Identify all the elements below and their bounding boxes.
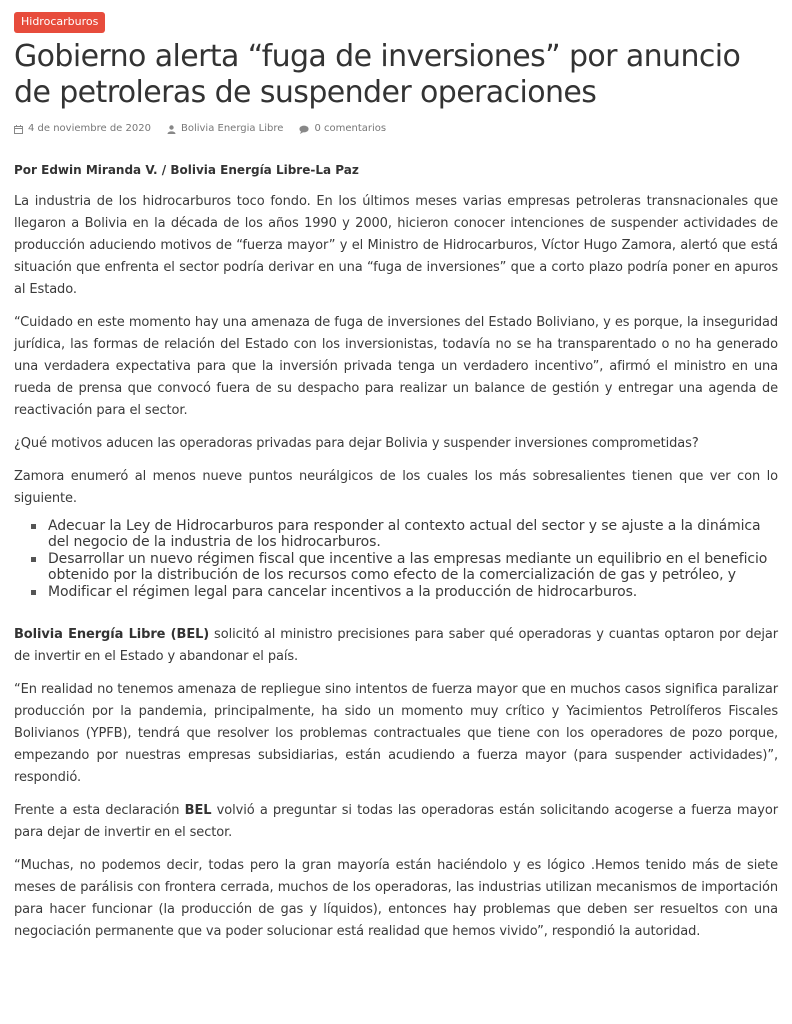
user-icon: [167, 125, 176, 134]
paragraph-7-text-b: volvió a preguntar si todas las operadoras están solicitando acogerse a fuerza mayor para dejar de invertir en el sector.: [14, 803, 778, 840]
paragraph-1: La industria de los hidrocarburos toco fondo. En los últimos meses varias empresas petroleras transnacionales que llegaron a Bolivia en la década de los años 1990 y 2000, hicieron conocer intenciones de suspender actividades de producción aduciendo motivos de “fuerza mayor” y el Ministro de Hidrocarburos, Víctor Hugo Zamora, alertó que está situación que enfrenta el sector podría derivar en una “fuga de inversiones” que a corto plazo podría poner en apuros al Estado.: [14, 194, 778, 297]
paragraph-2: “Cuidado en este momento hay una amenaza de fuga de inversiones del Estado Boliviano, y es porque, la inseguridad jurídica, las formas de relación del Estado con los inversionistas, todavía no se ha transparentado o no ha generado una verdadera expectativa para que la inversión privada tenga un verdadero incentivo”, afirmó el ministro en una rueda de prensa que convocó fuera de su despacho para realizar un balance de gestión y entregar una agenda de reactivación para el sector.: [14, 315, 778, 418]
points-list: [14, 518, 778, 600]
bel-bold-short: BEL: [184, 803, 212, 818]
list-item: Modificar el régimen legal para cancelar incentivos a la producción de hidrocarburos.: [46, 584, 778, 600]
paragraph-6: “En realidad no tenemos amenaza de repliegue sino intentos de fuerza mayor que en muchos casos significa paralizar producción por la pandemia, principalmente, ha sido un momento muy crítico y Yacimientos Petrolíferos Fiscales Bolivianos (YPFB), tendrá que resolver los problemas contractuales que tiene con los operadores de pozo porque, empezando por nuestras empresas subsidiarias, están acudiendo a fuerza mayor (para suspender actividades)”, respondió.: [14, 682, 778, 785]
article-title: Gobierno alerta “fuga de inversiones” por anuncio de petroleras de suspender operaciones: [14, 39, 741, 110]
list-item: Desarrollar un nuevo régimen fiscal que incentive a las empresas mediante un equilibrio en el beneficio obtenido por la distribución de los recursos como efecto de la comercialización de gas y petróleo, y: [46, 551, 778, 583]
meta-date: [14, 123, 151, 135]
list-item: Adecuar la Ley de Hidrocarburos para responder al contexto actual del sector y se ajuste a la dinámica del negocio de la industria de los hidrocarburos.: [46, 518, 778, 550]
meta-date-text[interactable]: 4 de noviembre de 2020: [28, 123, 151, 134]
calendar-icon: [14, 125, 23, 134]
paragraph-7: [14, 800, 778, 844]
category-badge[interactable]: Hidrocarburos: [14, 12, 105, 33]
paragraph-4: Zamora enumeró al menos nueve puntos neurálgicos de los cuales los más sobresalientes tienen que ver con lo siguiente.: [14, 469, 778, 506]
paragraph-8: “Muchas, no podemos decir, todas pero la gran mayoría están haciéndolo y es lógico .Hemos tenido más de siete meses de parálisis con frontera cerrada, muchos de los operadoras, las industrias utilizan mecanismos de importación para hacer funcionar (la producción de gas y líquidos), entonces hay problemas que deben ser resueltos con una negociación permanente que va poder solucionar está realidad que hemos vivido”, respondió la autoridad.: [14, 858, 778, 939]
paragraph-5: [14, 624, 778, 668]
comment-icon: [299, 125, 309, 134]
article-byline: Por Edwin Miranda V. / Bolivia Energía Libre-La Paz: [14, 163, 359, 177]
paragraph-5-text: solicitó al ministro precisiones para saber qué operadoras y cuantas optaron por dejar de invertir en el Estado y abandonar el país.: [14, 627, 778, 664]
article-meta: [14, 123, 778, 135]
paragraph-7-text-a: Frente a esta declaración: [14, 803, 185, 818]
bel-bold-text: Bolivia Energía Libre (BEL): [14, 627, 210, 642]
meta-comments-text[interactable]: 0 comentarios: [314, 123, 387, 134]
meta-comments: [299, 123, 386, 135]
paragraph-3: ¿Qué motivos aducen las operadoras privadas para dejar Bolivia y suspender inversiones comprometidas?: [14, 436, 699, 451]
meta-author: [167, 123, 283, 135]
meta-author-text[interactable]: Bolivia Energia Libre: [180, 123, 284, 134]
